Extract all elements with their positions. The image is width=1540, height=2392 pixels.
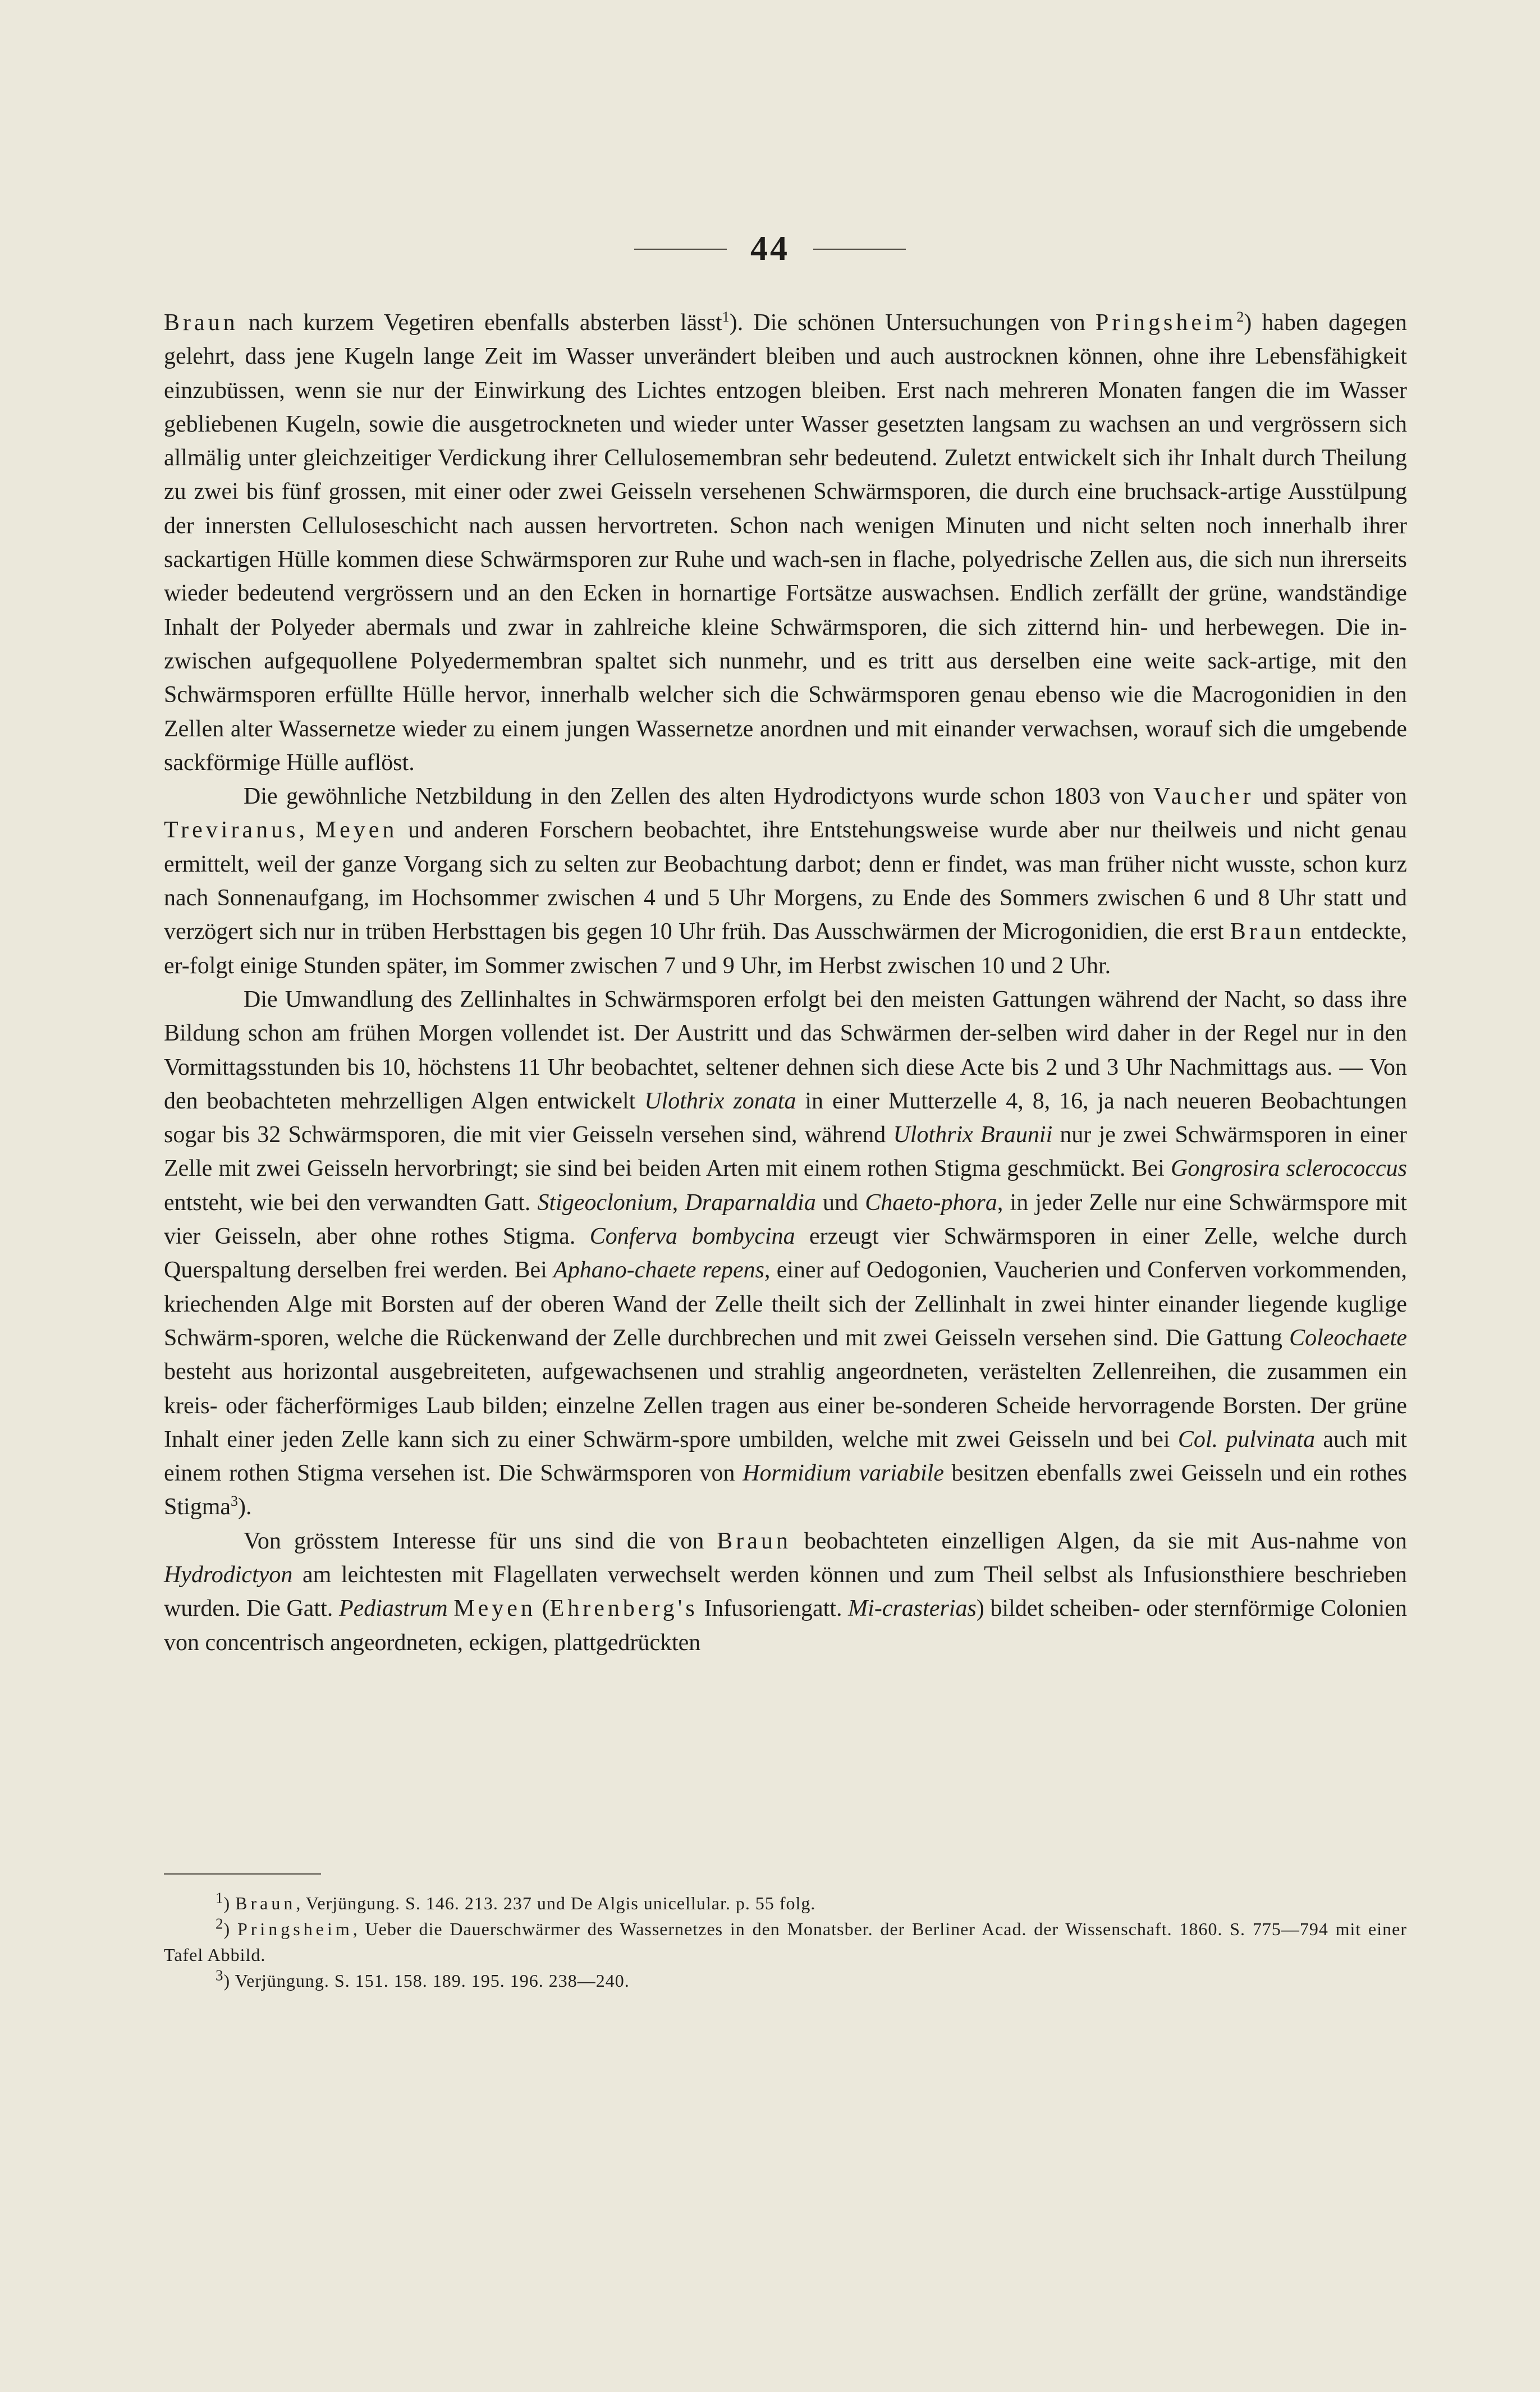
italic-term: Aphano-chaete repens (553, 1257, 764, 1284)
text-run: ) Verjüngung. S. 151. 158. 189. 195. 196. 238—240. (223, 1971, 630, 1991)
text-run: Infusoriengatt. (698, 1596, 849, 1622)
text-run: ). (238, 1494, 252, 1520)
text-run: Von grösstem Interesse für uns sind die von (244, 1528, 717, 1554)
paragraph (164, 306, 1407, 780)
text-run: , (672, 1189, 685, 1216)
text-run: beobachteten einzelligen Algen, da sie mit Aus-nahme von (791, 1528, 1407, 1554)
text-run: Die gewöhnliche Netzbildung in den Zellen des alten Hydrodictyons wurde schon 1803 von (244, 783, 1153, 810)
text-run (448, 1596, 454, 1621)
footnote-ref: 1 (722, 309, 730, 325)
footnote-ref: 3 (231, 1493, 239, 1510)
header-rule-left (634, 249, 727, 250)
text-run: und (815, 1189, 865, 1216)
text-run: am leichtesten mit Flagellaten verwechselt werden können und zum Theil selbst als Infusionsthiere beschrieben wurden. Die Gatt. (164, 1561, 1407, 1622)
spaced-name: Braun (235, 1893, 296, 1913)
footnote-number: 3 (216, 1967, 224, 1984)
spaced-name: Pringsheim (1095, 310, 1237, 336)
italic-term: Ulothrix zonata (644, 1088, 796, 1114)
text-run: , einer auf Oedogonien, Vaucherien und Conferven vorkommenden, kriechenden Alge mit Borsten auf der oberen Wand der Zelle theilt sich der Zellinhalt in zwei hinter einander liegende kuglige Schwärm-sporen, welche die Rückenwand der Zelle durchbrechen und mit zwei Geisseln versehen sind. Die Gattung (164, 1257, 1407, 1351)
spaced-name: Meyen (453, 1596, 536, 1622)
text-run: und anderen Forschern beobachtet, ihre Entstehungsweise wurde aber nur theilweis und nicht genau ermittelt, weil der ganze Vorgang sich zu selten zur Beobachtung darbot; denn er findet, was man früher nicht wusste, schon kurz nach Sonnenaufgang, im Hochsommer zwischen 4 und 5 Uhr Morgens, zu Ende des Sommers zwischen 6 und 8 Uhr statt und verzögert sich nur in trüben Herbsttagen bis gegen 10 Uhr früh. Das Ausschwärmen der Microgonidien, die erst (164, 817, 1408, 945)
text-run: erzeugt vier Schwärmsporen in einer Zelle, welche durch Querspaltung derselben frei werden. Bei (164, 1224, 1408, 1284)
text-run: Die Umwandlung des Zellinhaltes in Schwärmsporen erfolgt bei den meisten Gattungen während der Nacht, so dass ihre Bildung schon am frühen Morgen vollendet ist. Der Austritt und das Schwärmen der-selben wird daher in der Regel nur in den Vormittagsstunden bis 10, höchstens 11 Uhr beobachtet, seltener dehnen sich diese Acte bis 2 und 3 Uhr Nachmittags aus. — Von den beobachteten mehrzelligen Algen entwickelt (164, 986, 1407, 1114)
italic-term: Conferva bombycina (589, 1224, 795, 1250)
italic-term: Ulothrix Braunii (893, 1122, 1053, 1148)
text-run: nach kurzem Vegetiren ebenfalls absterben lässt (238, 310, 722, 336)
page-header (0, 229, 1540, 269)
text-run: ) haben dagegen gelehrt, dass jene Kugeln lange Zeit im Wasser unverändert bleiben und auch austrocknen können, ohne ihre Lebensfähigkeit einzubüssen, wenn sie nur der Einwirkung des Lichtes entzogen bleiben. Erst nach mehreren Monaten fangen die im Wasser gebliebenen Kugeln, sowie die ausgetrockneten und wieder unter Wasser gesetzten langsam zu wachsen an und vergrössern sich allmälig unter gleichzeitiger Verdickung ihrer Cellulosemembran sehr bedeutend. Zuletzt entwickelt sich ihr Inhalt durch Theilung zu zwei bis fünf grossen, mit einer oder zwei Geisseln versehenen Schwärmsporen, die durch eine bruchsack-artige Ausstülpung der innersten Celluloseschicht nach aussen hervortreten. Schon nach wenigen Minuten und nicht selten noch innerhalb ihrer sackartigen Hülle kommen diese Schwärmsporen zur Ruhe und wach-sen in flache, polyedrische Zellen aus, die sich nun ihrerseits wieder bedeutend vergrössern und an den Ecken in hornartige Fortsätze auswachsen. Endlich zerfällt der grüne, wandständige Inhalt der Polyeder abermals und zwar in zahlreiche kleine Schwärmsporen, die sich zitternd hin- und herbewegen. Die in-zwischen aufgequollene Polyedermembran spaltet sich nunmehr, und es tritt aus derselben eine weite sack-artige, mit den Schwärmsporen erfüllte Hülle hervor, innerhalb welcher sich die Schwärmsporen genau ebenso wie die Macrogonidien in den Zellen alter Wassernetze wieder zu einem jungen Wassernetze anordnen und mit einander verwachsen, worauf sich die umgebende sackförmige Hülle auflöst. (164, 310, 1407, 776)
italic-term: Hormidium variabile (742, 1460, 944, 1487)
spaced-name: Vaucher (1153, 783, 1254, 810)
text-run: ) (223, 1919, 237, 1939)
text-run: entdeckte, er-folgt einige Stunden später, im Sommer zwischen 7 und 9 Uhr, im Herbst zwischen 10 und 2 Uhr. (164, 919, 1407, 979)
italic-term: Coleochaete (1289, 1325, 1407, 1351)
body-text (164, 306, 1407, 1660)
spaced-name: Braun (164, 310, 239, 336)
text-run: besitzen ebenfalls zwei Geisseln und ein rothes Stigma (164, 1460, 1407, 1520)
text-run: entsteht, wie bei den verwandten Gatt. (164, 1189, 538, 1216)
footnote (164, 1968, 1407, 1994)
spaced-name: Pringsheim (237, 1919, 353, 1939)
italic-term: Chaeto-phora (865, 1189, 997, 1216)
footnote-number: 2 (216, 1915, 224, 1932)
spaced-name: Braun (1230, 919, 1305, 945)
paragraph (164, 780, 1407, 983)
spaced-name: Treviranus (164, 817, 299, 844)
footnote-rule (164, 1873, 321, 1875)
text-run: ). Die schönen Untersuchungen von (729, 310, 1096, 336)
text-run: , (299, 817, 315, 844)
text-run: ( (535, 1596, 550, 1622)
text-run: ) (223, 1893, 236, 1913)
footnote (164, 1890, 1407, 1916)
footnotes (164, 1890, 1407, 1994)
text-run: besteht aus horizontal ausgebreiteten, aufgewachsenen und strahlig angeordneten, verästelten Zellenreihen, die zusammen ein kreis- oder fächerförmiges Laub bilden; einzelne Zellen tragen aus einer be-sonderen Scheide hervorragende Borsten. Der grüne Inhalt einer jeden Zelle kann sich zu einer Schwärm-spore umbilden, welche mit zwei Geisseln und bei (164, 1359, 1407, 1452)
italic-term: Mi-crasterias (848, 1596, 977, 1622)
italic-term: Col. pulvinata (1177, 1426, 1316, 1452)
paragraph (164, 983, 1407, 1524)
text-run: und später von (1254, 783, 1407, 810)
paragraph (164, 1524, 1407, 1660)
spaced-name: Ehrenberg's (549, 1596, 698, 1622)
footnote (164, 1916, 1407, 1968)
spaced-name: Meyen (315, 817, 398, 844)
text-run: , in jeder Zelle nur eine Schwärmspore mit vier Geisseln, aber ohne rothes Stigma. (164, 1189, 1408, 1250)
italic-term: Hydrodictyon (164, 1561, 293, 1588)
italic-term: Draparnaldia (685, 1189, 816, 1216)
text-run: in einer Mutterzelle 4, 8, 16, ja nach neueren Beobachtungen sogar bis 32 Schwärmsporen, die mit vier Geisseln versehen sind, während (164, 1088, 1407, 1148)
text-run: nur je zwei Schwärmsporen in einer Zelle mit zwei Geisseln hervorbringt; sie sind bei beiden Arten mit einem rothen Stigma geschmückt. Bei (164, 1122, 1407, 1182)
text-run: ) bildet scheiben- oder sternförmige Colonien von concentrisch angeordneten, eckigen, plattgedrückten (164, 1596, 1408, 1656)
footnote-number: 1 (216, 1889, 224, 1907)
italic-term: Pediastrum (338, 1596, 448, 1622)
text-run: auch mit einem rothen Stigma versehen ist. Die Schwärmsporen von (164, 1426, 1407, 1487)
page-number: 44 (750, 230, 790, 268)
text-run: , Verjüngung. S. 146. 213. 237 und De Algis unicellular. p. 55 folg. (296, 1893, 816, 1913)
footnote-ref: 2 (1236, 309, 1244, 325)
italic-term: Stigeoclonium (537, 1189, 672, 1216)
header-rule-right (813, 249, 906, 250)
italic-term: Gongrosira sclerococcus (1171, 1156, 1408, 1182)
spaced-name: Braun (717, 1528, 791, 1554)
text-run: , Ueber die Dauerschwärmer des Wassernetzes in den Monatsber. der Berliner Acad. der Wissenschaft. 1860. S. 775—794 mit einer Tafel Abbild. (164, 1919, 1408, 1965)
